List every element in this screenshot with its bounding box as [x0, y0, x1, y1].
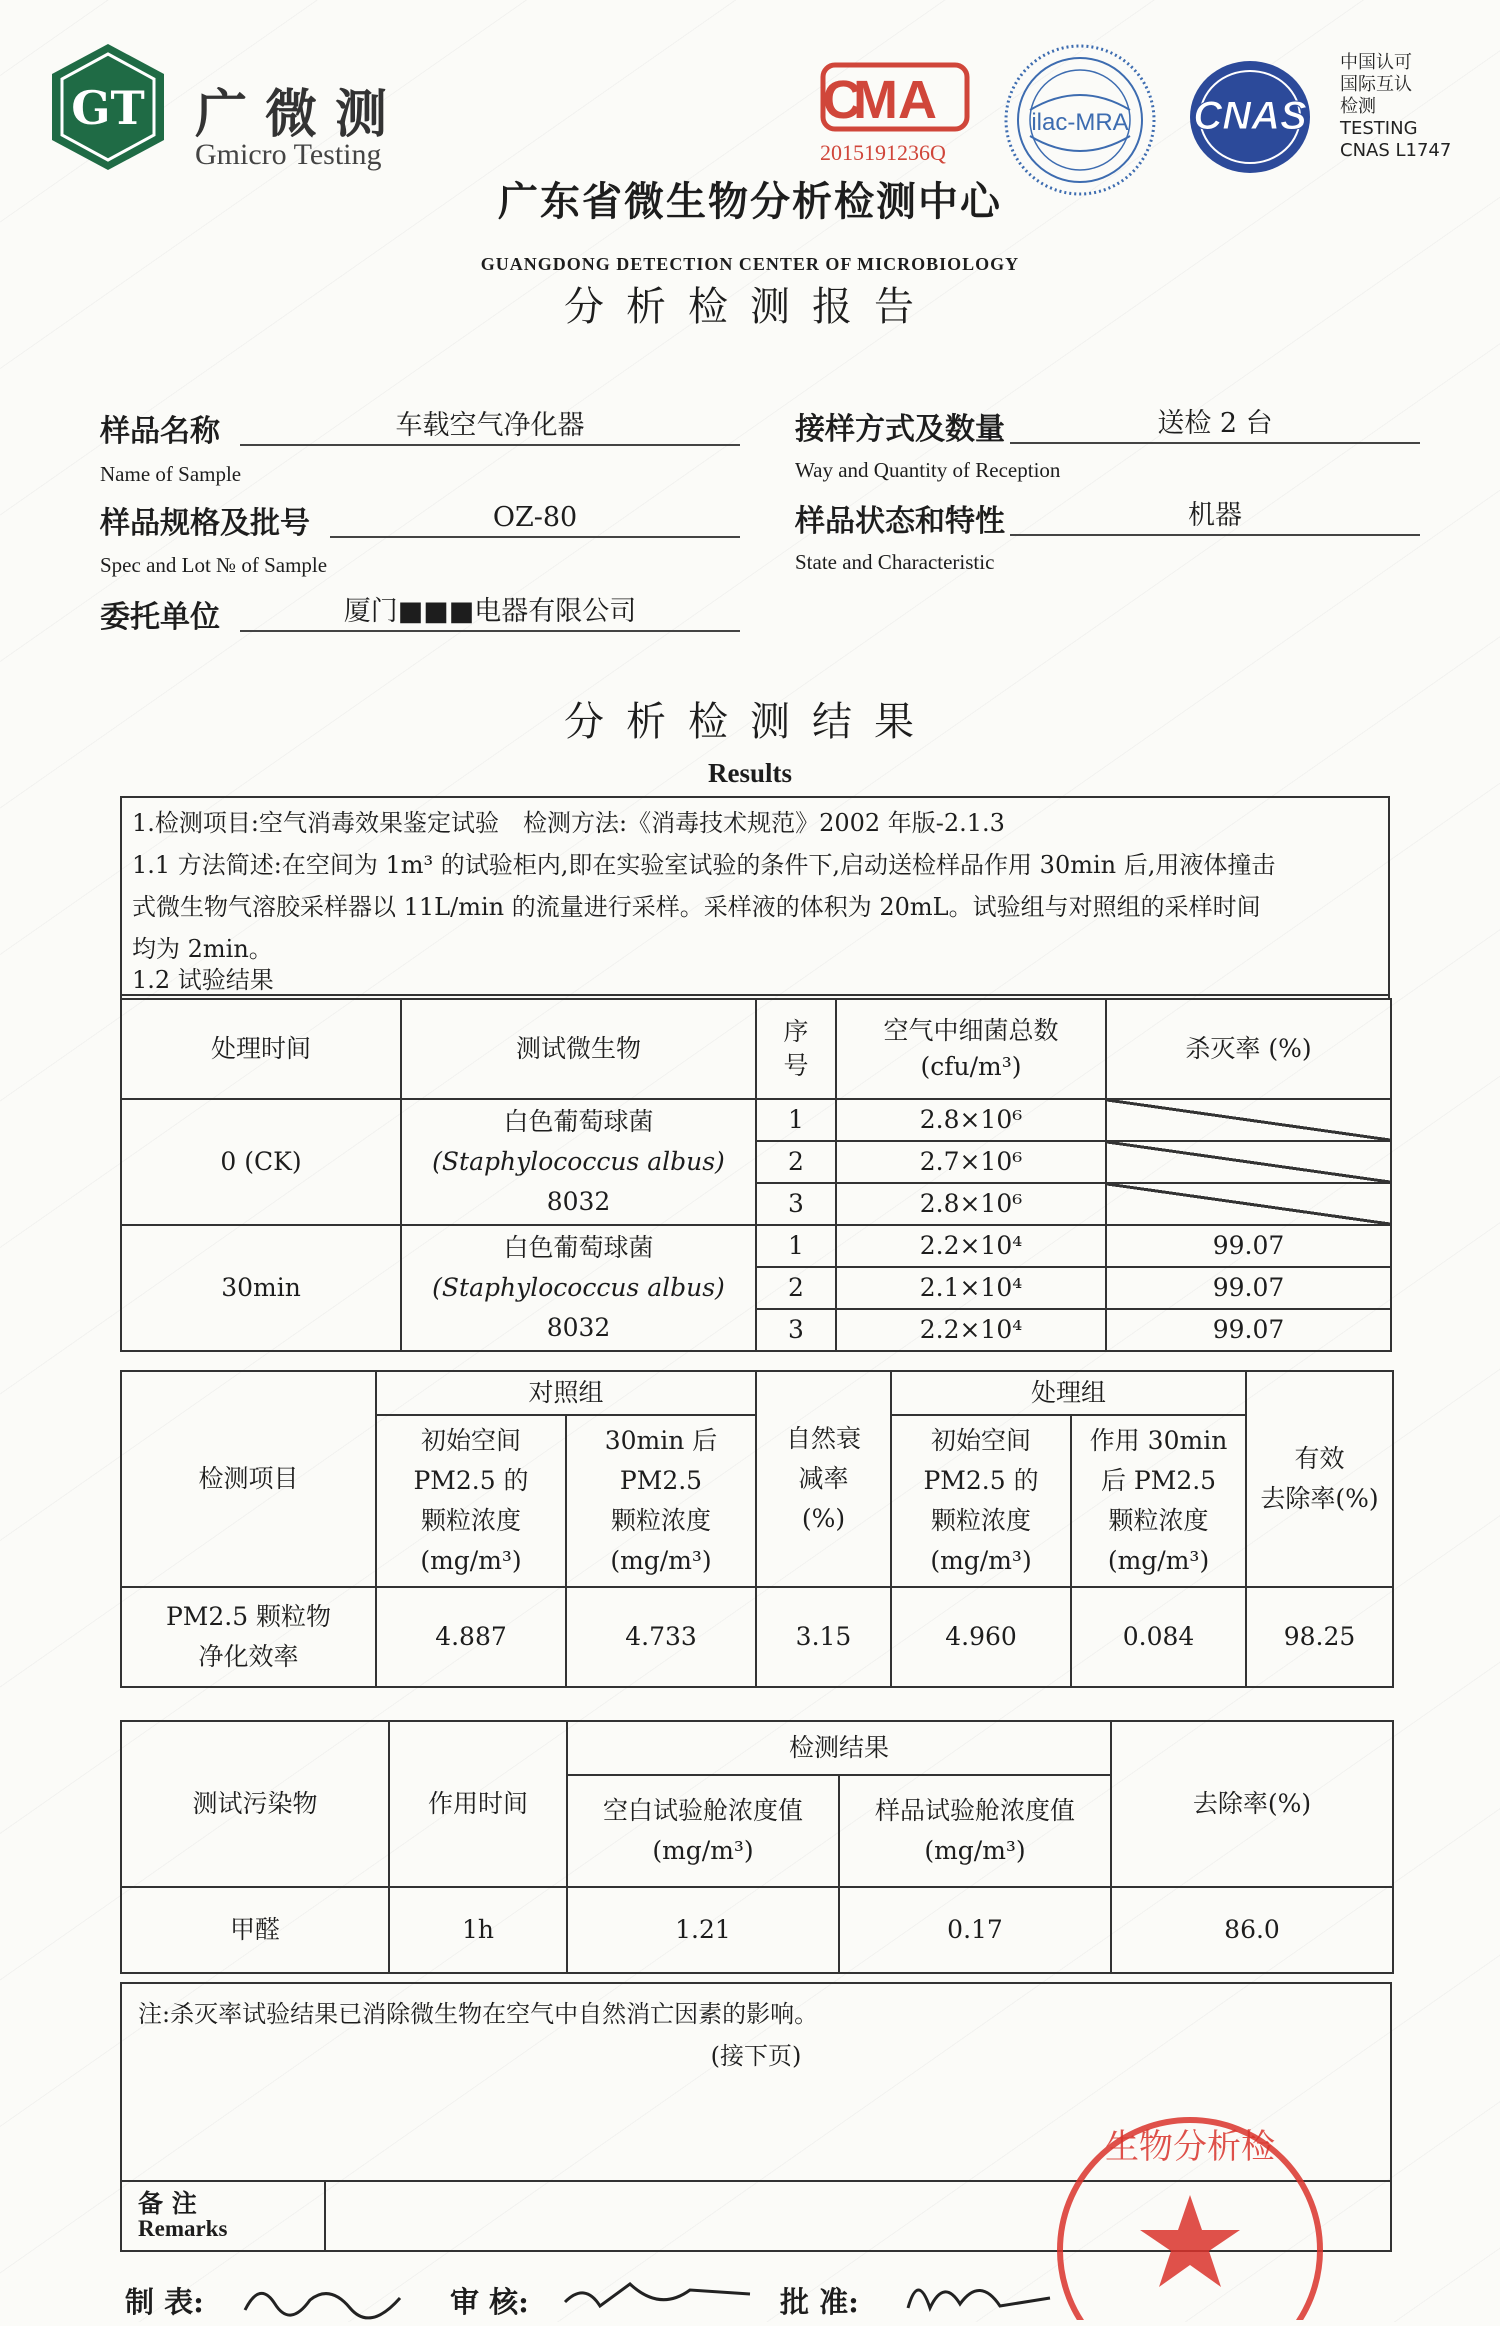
results-title-en: Results: [707, 758, 792, 788]
note-text: 注:杀灭率试验结果已消除微生物在空气中自然消亡因素的影响。: [138, 2000, 819, 2028]
header-kill-rate: 杀灭率 (%): [1106, 999, 1391, 1099]
reviewed-by-label: 审 核:: [450, 2285, 529, 2319]
results-title: 分析检测结果: [564, 699, 936, 745]
microbe-cell: [401, 1099, 756, 1225]
header-line: 颗粒浓度: [1108, 1506, 1209, 1535]
report-title: 分析检测报告: [564, 284, 936, 330]
state-label-en: State and Characteristic: [795, 550, 995, 574]
header-line: 颗粒浓度: [611, 1506, 712, 1535]
method-line: 均为 2min。: [132, 935, 273, 963]
result-header: 检测结果: [567, 1721, 1111, 1775]
kill-rate-empty: [1106, 1183, 1391, 1225]
pm25-value: 3.15: [756, 1587, 891, 1687]
header-test-microbe: 测试微生物: [401, 999, 756, 1099]
header-line: 30min 后: [604, 1426, 718, 1455]
microbe-latin: (Staphylococcus albus): [432, 1147, 725, 1176]
header-treatment-time: 处理时间: [121, 999, 401, 1099]
pm25-table: [120, 1370, 1394, 1688]
natural-decay-line: 减率: [798, 1464, 849, 1493]
row-label-line: PM2.5 颗粒物: [165, 1602, 332, 1631]
bacteria-count: 2.8×10⁶: [836, 1099, 1106, 1141]
ctrl-initial-header: [376, 1415, 566, 1587]
header-line: 后 PM2.5: [1100, 1466, 1217, 1495]
pm25-value: 4.887: [376, 1587, 566, 1687]
microbe-strain: 8032: [546, 1313, 611, 1342]
serial-no: 2: [756, 1141, 836, 1183]
reception-label-en: Way and Quantity of Reception: [795, 458, 1061, 482]
svg-text:MA: MA: [853, 70, 937, 130]
pm25-value: 98.25: [1246, 1587, 1393, 1687]
treat-initial-header: [891, 1415, 1071, 1587]
pm25-value: 0.084: [1071, 1587, 1246, 1687]
header-serial-no-text: 序号: [783, 1017, 809, 1080]
sample-name-value: 车载空气净化器: [240, 408, 740, 446]
row-label-line: 净化效率: [198, 1642, 299, 1671]
kill-rate-table: [120, 998, 1392, 1352]
pm25-value: 4.960: [891, 1587, 1071, 1687]
formaldehyde-table: [120, 1720, 1394, 1974]
method-line: 式微生物气溶胶采样器以 11L/min 的流量进行采样。采样液的体积为 20mL。试验组与对照组的采样时间: [132, 893, 1261, 921]
blank-chamber-header: [567, 1775, 839, 1887]
logo-mark-text: GT: [71, 81, 145, 135]
prepared-signature: [240, 2274, 420, 2326]
effective-removal-line: 有效: [1294, 1444, 1345, 1473]
spec-label-en: Spec and Lot № of Sample: [100, 553, 328, 577]
natural-decay-line: 自然衰: [786, 1424, 862, 1453]
sample-name-label-en: Name of Sample: [100, 462, 242, 486]
cma-number: 2015191236Q: [820, 140, 946, 165]
gt-logo: [48, 42, 168, 172]
header-line: PM2.5: [619, 1466, 703, 1495]
svg-text:CNAS: CNAS: [1193, 94, 1307, 138]
pollutant-header: 测试污染物: [121, 1721, 389, 1887]
header-line: PM2.5 的: [923, 1466, 1039, 1495]
method-line: 1.2 试验结果: [120, 962, 1390, 1000]
method-line: 1.1 方法简述:在空间为 1m³ 的试验柜内,即在实验室试验的条件下,启动送检样品作用 30min 后,用液体撞击: [132, 851, 1276, 879]
method-line: 1.检测项目:空气消毒效果鉴定试验 检测方法:《消毒技术规范》2002 年版-2.1.3: [132, 809, 1005, 837]
client-value: 厦门■■■电器有限公司: [240, 594, 740, 632]
continued-text: (接下页): [710, 2042, 802, 2070]
cma-logo: [820, 62, 970, 146]
remarks-label-en: Remarks: [138, 2216, 228, 2241]
pm25-item-header: 检测项目: [121, 1371, 376, 1587]
center-name-cn: 广东省微生物分析检测中心: [498, 178, 1002, 225]
client-label: 委托单位: [100, 600, 220, 635]
approved-by-label: 批 准:: [780, 2285, 859, 2319]
effective-removal-line: 去除率(%): [1260, 1484, 1379, 1513]
serial-no: 2: [756, 1267, 836, 1309]
header-bacteria-count: [836, 999, 1106, 1099]
pm25-value: 4.733: [566, 1587, 756, 1687]
microbe-strain: 8032: [546, 1187, 611, 1216]
approved-signature: [900, 2268, 1060, 2326]
cert-note-line: 中国认可: [1340, 52, 1412, 73]
state-value: 机器: [1010, 498, 1420, 536]
reception-label: 接样方式及数量: [795, 412, 1005, 447]
center-name-en: GUANGDONG DETECTION CENTER OF MICROBIOLOGY: [480, 254, 1020, 274]
cnas-logo: [1170, 55, 1330, 189]
prepared-by-label: 制 表:: [125, 2285, 204, 2319]
remarks-label-cn: 备 注: [138, 2189, 197, 2218]
spec-value: OZ-80: [330, 500, 740, 538]
reception-value: 送检 2 台: [1010, 406, 1420, 444]
cert-note-line: TESTING: [1340, 118, 1418, 139]
action-time-value: 1h: [389, 1887, 567, 1973]
pollutant-value: 甲醛: [121, 1887, 389, 1973]
action-time-header: 作用时间: [389, 1721, 567, 1887]
microbe-cell: [401, 1225, 756, 1351]
blank-concentration: 1.21: [567, 1887, 839, 1973]
microbe-latin: (Staphylococcus albus): [432, 1273, 725, 1302]
effective-removal-header: [1246, 1371, 1393, 1587]
header-line: 颗粒浓度: [420, 1506, 521, 1535]
bacteria-count: 2.7×10⁶: [836, 1141, 1106, 1183]
kill-rate-empty: [1106, 1099, 1391, 1141]
kill-rate: 99.07: [1106, 1267, 1391, 1309]
header-line: PM2.5 的: [413, 1466, 529, 1495]
cert-note-line: 国际互认: [1340, 74, 1412, 95]
header-line: (mg/m³): [930, 1546, 1032, 1575]
bacteria-count: 2.1×10⁴: [836, 1267, 1106, 1309]
header-bacteria-count-unit: (cfu/m³): [920, 1052, 1022, 1081]
kill-rate-empty: [1106, 1141, 1391, 1183]
removal-rate: 86.0: [1111, 1887, 1393, 1973]
logo-cn-text: 广微测: [195, 84, 406, 145]
microbe-cn: 白色葡萄球菌: [503, 1233, 654, 1262]
svg-text:C: C: [822, 70, 862, 130]
logo-en-text: Gmicro Testing: [195, 138, 382, 171]
header-line: 样品试验舱浓度值: [875, 1796, 1076, 1825]
header-line: (mg/m³): [1107, 1546, 1210, 1575]
remarks-label: [122, 2182, 326, 2250]
header-line: 空白试验舱浓度值: [602, 1796, 803, 1825]
natural-decay-header: [756, 1371, 891, 1587]
header-line: 初始空间: [420, 1426, 521, 1455]
bacteria-count: 2.8×10⁶: [836, 1183, 1106, 1225]
control-group-header: 对照组: [376, 1371, 756, 1415]
sample-chamber-header: [839, 1775, 1111, 1887]
treatment-time-30min: 30min: [121, 1225, 401, 1351]
sample-concentration: 0.17: [839, 1887, 1111, 1973]
svg-text:生物分析检: 生物分析检: [1105, 2127, 1275, 2167]
header-line: (mg/m³): [652, 1836, 754, 1865]
kill-rate: 99.07: [1106, 1225, 1391, 1267]
treatment-group-header: 处理组: [891, 1371, 1246, 1415]
serial-no: 1: [756, 1225, 836, 1267]
pm25-row-label: [121, 1587, 376, 1687]
svg-text:ilac-MRA: ilac-MRA: [1031, 109, 1129, 136]
serial-no: 1: [756, 1099, 836, 1141]
header-line: (mg/m³): [610, 1546, 712, 1575]
cert-note-line: 检测: [1340, 96, 1376, 117]
treat-30min-header: [1071, 1415, 1246, 1587]
official-stamp: [1050, 2100, 1330, 2324]
reviewed-signature: [560, 2272, 760, 2324]
header-bacteria-count-text: 空气中细菌总数: [883, 1016, 1059, 1045]
treatment-time-ck: 0 (CK): [121, 1099, 401, 1225]
microbe-cn: 白色葡萄球菌: [503, 1107, 654, 1136]
header-line: 初始空间: [931, 1426, 1032, 1455]
state-label: 样品状态和特性: [795, 504, 1005, 539]
cert-note-line: CNAS L1747: [1340, 140, 1452, 161]
spec-label: 样品规格及批号: [100, 506, 310, 541]
accreditation-note: [1340, 52, 1451, 162]
header-serial-no: [756, 999, 836, 1099]
serial-no: 3: [756, 1183, 836, 1225]
natural-decay-line: (%): [801, 1504, 846, 1533]
bacteria-count: 2.2×10⁴: [836, 1225, 1106, 1267]
ctrl-30min-header: [566, 1415, 756, 1587]
sample-name-label: 样品名称: [100, 414, 220, 449]
serial-no: 3: [756, 1309, 836, 1351]
header-line: (mg/m³): [420, 1546, 522, 1575]
removal-header: 去除率(%): [1111, 1721, 1393, 1887]
header-line: 作用 30min: [1089, 1426, 1228, 1455]
header-line: 颗粒浓度: [931, 1506, 1032, 1535]
bacteria-count: 2.2×10⁴: [836, 1309, 1106, 1351]
header-line: (mg/m³): [924, 1836, 1026, 1865]
kill-rate: 99.07: [1106, 1309, 1391, 1351]
